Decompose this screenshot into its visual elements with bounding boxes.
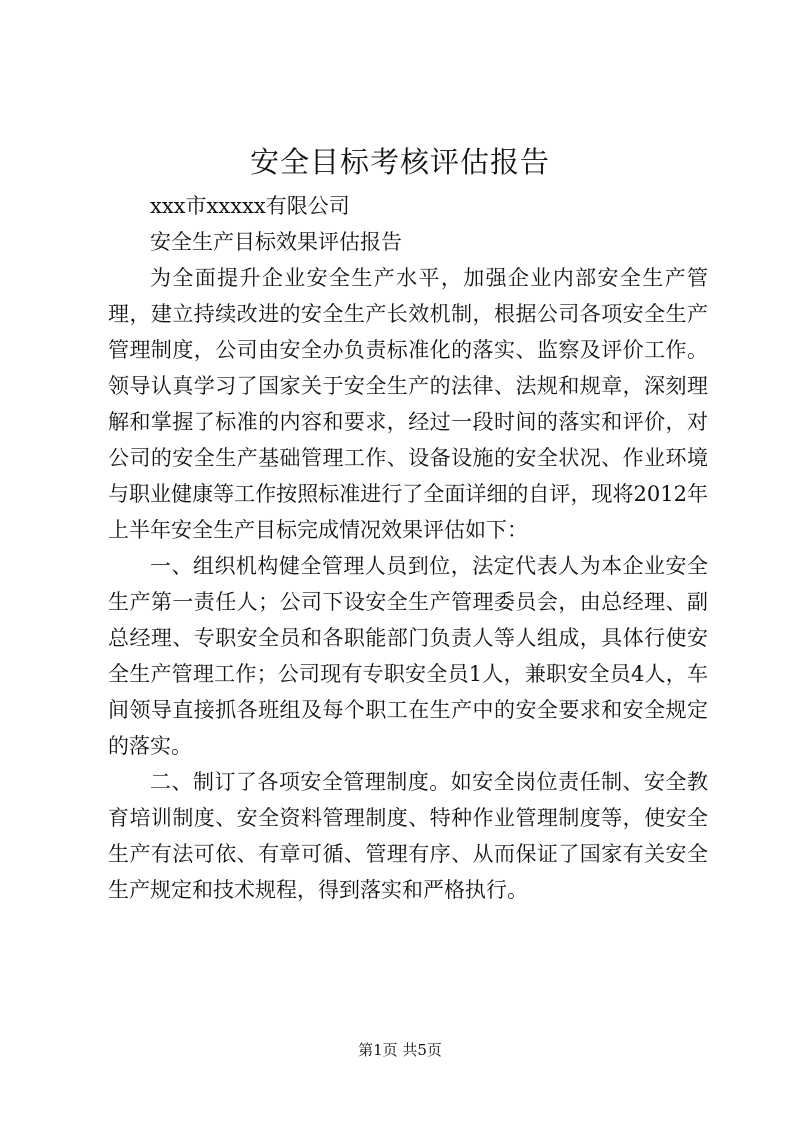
intro-paragraph: 为全面提升企业安全生产水平，加强企业内部安全生产管理，建立持续改进的安全生产长效机制，根据公司各项安全生产管理制度，公司由安全办负责标准化的落实、监察及评价工作。领导认真学习了国家关于安全生产的法律、法规和规章，深刻理解和掌握了标准的内容和要求，经过一段时间的落实和评价，对公司的安全生产基础管理工作、设备设施的安全状况、作业环境与职业健康等工作按照标准进行了全面详细的自评，现将2012年上半年安全生产目标完成情况效果评估如下：	[108, 266, 708, 542]
document-body	[108, 188, 708, 908]
report-subtitle-paragraph: 安全生产目标效果评估报告	[150, 230, 402, 254]
section-two-paragraph: 二、制订了各项安全管理制度。如安全岗位责任制、安全教育培训制度、安全资料管理制度、特种作业管理制度等，使安全生产有法可依、有章可循、管理有序、从而保证了国家有关安全生产规定和技术规程，得到落实和严格执行。	[108, 770, 708, 902]
section-one-paragraph: 一、组织机构健全管理人员到位，法定代表人为本企业安全生产第一责任人；公司下设安全生产管理委员会，由总经理、副总经理、专职安全员和各职能部门负责人等人组成，具体行使安全生产管理工作；公司现有专职安全员1人，兼职安全员4人，车间领导直接抓各班组及每个职工在生产中的安全要求和安全规定的落实。	[108, 554, 708, 758]
document-title: 安全目标考核评估报告	[249, 145, 550, 179]
company-name-paragraph: xxx市xxxxx有限公司	[150, 194, 350, 218]
page-footer: 第1页 共5页	[358, 1041, 442, 1059]
